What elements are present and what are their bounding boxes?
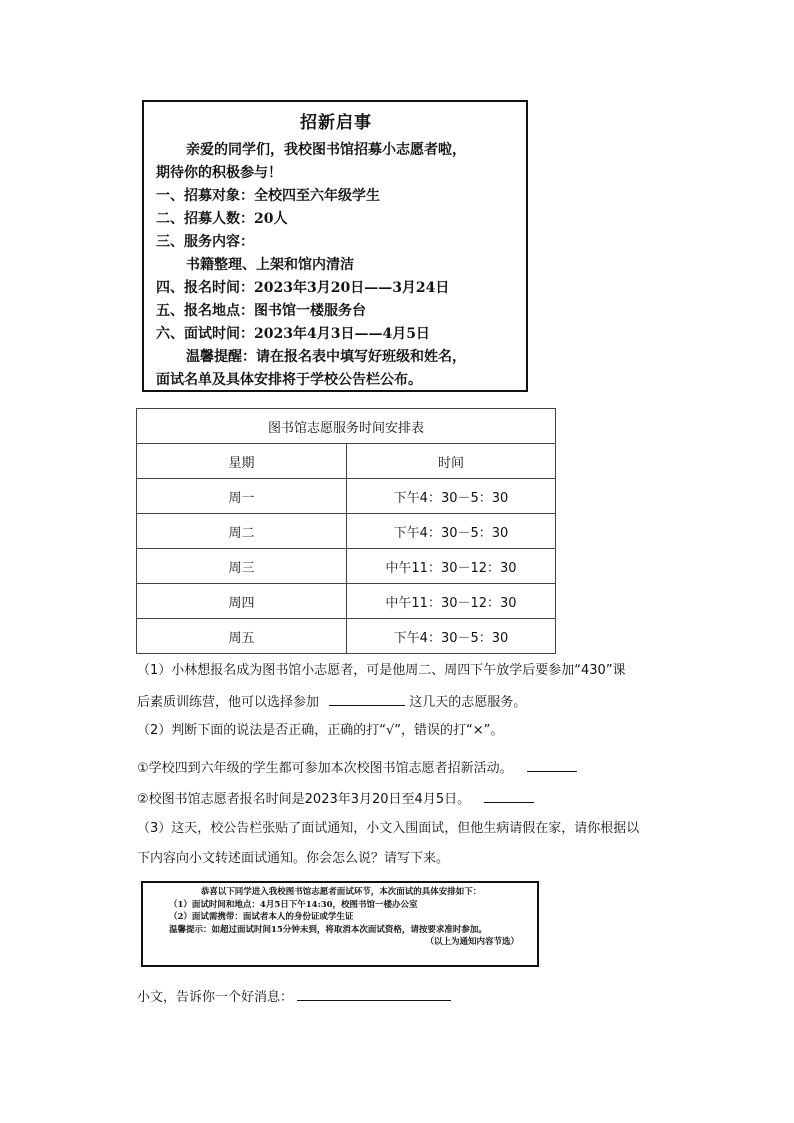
- question-3-line-2: 下内容向小文转述面试通知。你会怎么说？请写下来。: [137, 851, 450, 866]
- interview-notice-line-4: 温馨提示：如超过面试时间15分钟未到，将取消本次面试资格，请按要求准时参加。: [169, 924, 487, 935]
- schedule-caption: 图书馆志愿服务时间安排表: [137, 409, 556, 444]
- interview-notice: [141, 881, 539, 967]
- question-2-statement-b: [137, 788, 534, 809]
- cell-time: 下午4：30－5：30: [347, 479, 556, 514]
- cell-weekday: 周三: [137, 549, 347, 584]
- question-1-line-1: （1）小林想报名成为图书馆小志愿者，可是他周二、周四下午放学后要参加“430”课: [137, 663, 626, 678]
- question-1-text-b: 这几天的志愿服务。: [409, 695, 527, 710]
- notice-greeting-1: 亲爱的同学们，我校图书馆招募小志愿者啦，: [186, 142, 466, 158]
- table-row: [137, 479, 556, 514]
- notice-item-count: 二、招募人数：20人: [156, 211, 288, 227]
- table-row: [137, 514, 556, 549]
- table-row: [137, 619, 556, 654]
- answer-line: [137, 986, 451, 1007]
- cell-weekday: 周五: [137, 619, 347, 654]
- cell-time: 中午11：30－12：30: [347, 549, 556, 584]
- interview-notice-line-2: （1）面试时间和地点：4月5日下午14:30，校图书馆一楼办公室: [169, 899, 418, 910]
- notice-item-target: 一、招募对象：全校四至六年级学生: [156, 188, 380, 204]
- cell-time: 下午4：30－5：30: [347, 619, 556, 654]
- question-2-statement-a: [137, 757, 577, 778]
- notice-item-content: 三、服务内容：: [156, 234, 254, 250]
- notice-reminder-1: 温馨提醒：请在报名表中填写好班级和姓名，: [186, 349, 466, 365]
- notice-reminder-2: 面试名单及具体安排将于学校公告栏公布。: [156, 372, 422, 388]
- table-header-row: [137, 444, 556, 479]
- table-row: [137, 584, 556, 619]
- answer-blank-message[interactable]: [297, 986, 451, 1001]
- notice-item-signup-place: 五、报名地点：图书馆一楼服务台: [156, 303, 366, 319]
- notice-item-content-detail: 书籍整理、上架和馆内清洁: [186, 257, 354, 273]
- statement-a-text: ①学校四到六年级的学生都可参加本次校图书馆志愿者招新活动。: [137, 761, 513, 776]
- answer-blank-judge-a[interactable]: [527, 757, 577, 772]
- interview-notice-line-1: 恭喜以下同学进入我校图书馆志愿者面试环节，本次面试的具体安排如下：: [200, 887, 482, 897]
- header-weekday: 星期: [137, 444, 347, 479]
- interview-notice-line-3: （2）面试需携带：面试者本人的身份证或学生证: [169, 912, 354, 922]
- answer-blank-days[interactable]: [329, 691, 405, 706]
- question-1-text-a: 后素质训练营，他可以选择参加: [137, 695, 320, 710]
- cell-weekday: 周一: [137, 479, 347, 514]
- question-1-line-2: [137, 691, 526, 712]
- statement-b-text: ②校图书馆志愿者报名时间是2023年3月20日至4月5日。: [137, 792, 471, 807]
- schedule-table: [136, 408, 556, 654]
- cell-weekday: 周四: [137, 584, 347, 619]
- cell-time: 下午4：30－5：30: [347, 514, 556, 549]
- question-3-line-1: （3）这天，校公告栏张贴了面试通知，小文入围面试，但他生病请假在家，请你根据以: [137, 821, 640, 836]
- answer-blank-judge-b[interactable]: [484, 788, 534, 803]
- notice-item-signup-time: 四、报名时间：2023年3月20日——3月24日: [156, 280, 450, 296]
- recruitment-notice: [142, 100, 528, 392]
- header-time: 时间: [347, 444, 556, 479]
- notice-title: 招新启事: [300, 113, 372, 133]
- interview-notice-line-5: （以上为通知内容节选）: [425, 937, 519, 947]
- notice-item-interview-time: 六、面试时间：2023年4月3日——4月5日: [156, 326, 430, 342]
- table-row: [137, 549, 556, 584]
- answer-prefix: 小文，告诉你一个好消息：: [137, 990, 294, 1005]
- question-2: （2）判断下面的说法是否正确，正确的打“√”，错误的打“×”。: [137, 723, 504, 738]
- cell-weekday: 周二: [137, 514, 347, 549]
- notice-greeting-2: 期待你的积极参与！: [156, 165, 282, 181]
- cell-time: 中午11：30－12：30: [347, 584, 556, 619]
